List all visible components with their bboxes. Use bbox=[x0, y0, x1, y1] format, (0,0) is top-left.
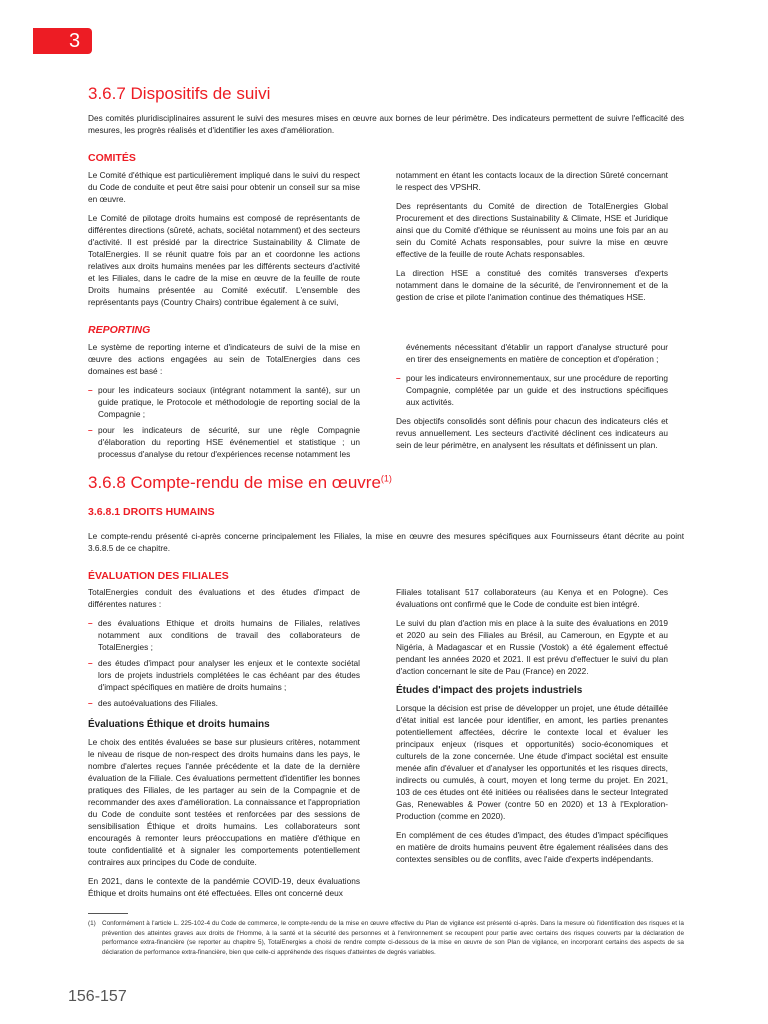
evaluation-right-column bbox=[396, 586, 668, 872]
comites-p4: Des représentants du Comité de direction de TotalEnergies Global Procurement et des directions Sustainability & Climate, HSE et Juridique ainsi que du Comité d'éthique se réunissent au moins une fois par an au sein du Comité Achats responsables, pour suivre la mise en œuvre effective de la feuille de route Achats responsables. bbox=[396, 201, 668, 259]
reporting-p3: Des objectifs consolidés sont définis pour chacun des indicateurs clés et revus annuellement. Les secteurs d'activité déclinent ces indicateurs au sein de leur périmètre, en analysent les résultats et définissent un plan. bbox=[396, 416, 668, 450]
evaluation-p1: TotalEnergies conduit des évaluations et des études d'impact de différentes natures : bbox=[88, 587, 360, 609]
heading-evaluations-ethique: Évaluations Éthique et droits humains bbox=[88, 719, 270, 730]
evaluation-bullet-1: – des évaluations Ethique et droits humains de Filiales, relatives notamment aux conditions de travail des collaborateurs de TotalEnergies ; bbox=[88, 618, 360, 652]
evaluation-p3: En 2021, dans le contexte de la pandémie COVID-19, deux évaluations Éthique et droits humains ont été effectuées. Elles ont concerné deux bbox=[88, 876, 360, 898]
section-title-367: 3.6.7 Dispositifs de suivi bbox=[88, 84, 271, 103]
comites-p5: La direction HSE a constitué des comités transverses d'experts notamment dans le domaine de la sécurité, de l'environnement et de la gestion de crise et pilote l'animation continue des thématiques HSE. bbox=[396, 268, 668, 302]
chapter-tab: 3 bbox=[33, 28, 92, 54]
footnote-rule bbox=[88, 913, 128, 914]
reporting-right-column bbox=[396, 341, 668, 458]
evaluation-p7: En complément de ces études d'impact, des études d'impact spécifiques en matière de droits humains peuvent être également réalisées dans des contextes sensibles ou de conflits, avec l'aide d'experts indépendants. bbox=[396, 830, 668, 864]
reporting-bullet-2: – pour les indicateurs de sécurité, sur une règle Compagnie d'élaboration du reporting HSE événementiel et statistique ; un processus d'analyse du retour d'expériences recense notamment les bbox=[88, 425, 360, 459]
evaluation-p2: Le choix des entités évaluées se base sur plusieurs critères, notamment le niveau de risque de non-respect des droits humains dans les pays, le nombre d'alertes reçues l'année précédente et la date de la dernière évaluation de la Filiale. Ces évaluations permettent d'identifier les bonnes pratiques des Filiales, de les partager au sein de la Compagnie et de recommander des axes d'amélioration. La connaissance et l'appropriation du Code de conduite sont testées et renforcées par des sessions de sensibilisation Éthique et droits humains. Les collaborateurs sont encouragés à remonter leurs préoccupations en matière d'éthique en toute confidentialité et à signaler les comportements potentiellement contraires aux principes du Code de conduite. bbox=[88, 737, 360, 867]
subsection-title-3681: 3.6.8.1 DROITS HUMAINS bbox=[88, 506, 215, 518]
comites-p3: notamment en étant les contacts locaux de la direction Sûreté concernant le respect des VPSHR. bbox=[396, 170, 668, 192]
comites-right-column bbox=[396, 169, 668, 310]
evaluation-p4: Filiales totalisant 517 collaborateurs (au Kenya et en Pologne). Ces évaluations ont confirmé que le Code de conduite est bien intégré. bbox=[396, 587, 668, 609]
footnote bbox=[88, 919, 684, 957]
evaluation-bullet-3: – des autoévaluations des Filiales. bbox=[88, 698, 218, 708]
section-title-368: 3.6.8 Compte-rendu de mise en œuvre$^{(1)}$ bbox=[88, 473, 392, 492]
footnote-text: Conformément à l'article L. 225-102-4 du Code de commerce, le compte-rendu de la mise en œuvre effective du Plan de vigilance est présenté ci-après. Dans la mesure où l'identification des risques et la prévention des atteintes graves aux droits de l'Homme, à la santé et la sécurité des personnes et à l'environnement se recoupent pour partie avec certains des risques couverts par la déclaration de performance extra-financière (se reporter au chapitre 5), TotalEnergies a choisi de rendre compte ci-dessous de la mise en œuvre de son Plan de vigilance, en incorporant certains des aspects de sa déclaration de performance extra-financière, bien que celle-ci appréhende des risques d'atteintes de degrés variables. bbox=[102, 920, 684, 956]
footnote-number: (1) bbox=[88, 920, 96, 927]
section-367-intro: Des comités pluridisciplinaires assurent le suivi des mesures mises en œuvre aux bornes de leur périmètre. Des indicateurs permettent de suivre l'efficacité des mesures, les progrès réalisés et d'identifier les axes d'amélioration. bbox=[88, 113, 684, 135]
evaluation-left-column bbox=[88, 586, 360, 906]
page-number: 156-157 bbox=[68, 988, 127, 1005]
comites-left-column bbox=[88, 169, 360, 315]
reporting-bullet-1: – pour les indicateurs sociaux (intégrant notamment la santé), sur un guide pratique, le Protocole et méthodologie de reporting social de la Compagnie ; bbox=[88, 385, 360, 419]
reporting-left-column bbox=[88, 341, 360, 467]
heading-comites: COMITÉS bbox=[88, 152, 136, 164]
heading-etudes-impact: Études d'impact des projets industriels bbox=[396, 685, 583, 696]
comites-p2: Le Comité de pilotage droits humains est composé de représentants de différentes directions (sûreté, achats, sociétal notamment) et des secteurs d'activité. Il est présidé par la directrice Sustainability & Climate de TotalEnergies. Il se réunit quatre fois par an et coordonne les actions relatives aux droits humains menées par les différents secteurs d'activité et les Filiales, dans le cadre de la mise en œuvre de la feuille de route Droits humains présentée au Comité exécutif. L'ensemble des représentants pays (Country Chairs) contribue également à ce suivi, bbox=[88, 213, 360, 307]
heading-evaluation-filiales: ÉVALUATION DES FILIALES bbox=[88, 570, 229, 582]
reporting-p2: événements nécessitant d'établir un rapport d'analyse structuré pour en tirer des enseignements en matière de conception et d'opération ; bbox=[406, 342, 668, 364]
evaluation-p6: Lorsque la décision est prise de développer un projet, une étude détaillée d'état initial est lancée pour identifier, en amont, les parties prenantes potentiellement affectées, décrire le contexte local et évaluer les principaux enjeux (risques et opportunités) socio-économiques et culturels de la zone concernée. Une étude d'impact sociétal est ensuite menée afin d'évaluer et d'analyser les opportunités et les risques directs, indirects ou cumulés, à court, moyen et long terme du projet. En 2021, 103 de ces études ont été initiées ou réalisées dans le secteur Integrated Gas, Renewables & Power (contre 50 en 2020) et 13 à l'Exploration-Production (comme en 2020). bbox=[396, 703, 668, 821]
reporting-bullet-3: – pour les indicateurs environnementaux, sur une procédure de reporting Compagnie, complétée par un guide et des instructions spécifiques aux activités. bbox=[396, 373, 668, 407]
comites-p1: Le Comité d'éthique est particulièrement impliqué dans le suivi du respect du Code de conduite et peut être saisi pour obtenir un conseil sur sa mise en œuvre. bbox=[88, 170, 360, 204]
heading-reporting: REPORTING bbox=[88, 324, 151, 336]
evaluation-bullet-2: – des études d'impact pour analyser les enjeux et le contexte sociétal lors de projets industriels complétées le cas échéant par des études d'impact spécifiques en matière de droits humains ; bbox=[88, 658, 360, 692]
section-368-intro: Le compte-rendu présenté ci-après concerne principalement les Filiales, la mise en œuvre des mesures spécifiques aux Fournisseurs étant décrite au point 3.6.8.5 de ce chapitre. bbox=[88, 531, 684, 553]
reporting-p1: Le système de reporting interne et d'indicateurs de suivi de la mise en œuvre des actions engagées au sein de TotalEnergies dans ces domaines est basé : bbox=[88, 342, 360, 376]
evaluation-p5: Le suivi du plan d'action mis en place à la suite des évaluations en 2019 et 2020 au sein des Filiales au Brésil, au Cameroun, en Egypte et au Nigéria, à Madagascar et en Russie (Vostok) a été également effectué pendant les années 2020 et 2021. Il est prévu d'effectuer le suivi du plan d'action concernant le site de Pau (France) en 2022. bbox=[396, 618, 668, 676]
